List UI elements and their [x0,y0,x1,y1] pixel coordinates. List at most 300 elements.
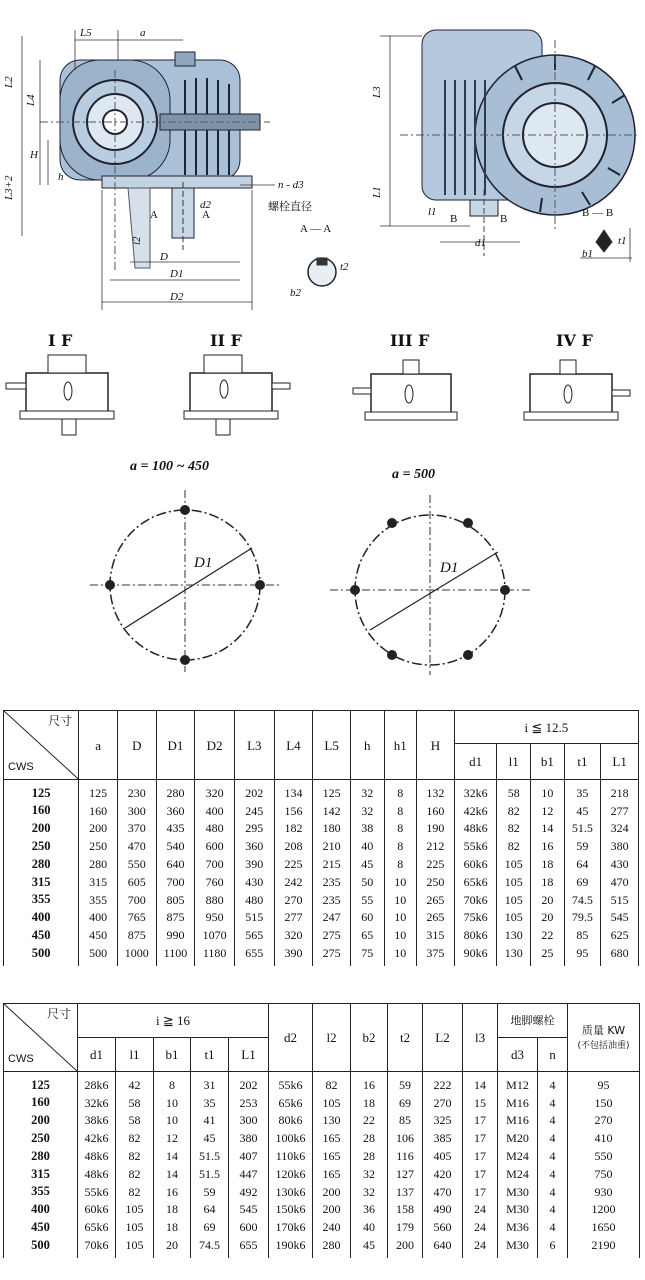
table1-model-cell: 280 [4,855,79,873]
table2-cell: 42k6 [78,1129,116,1147]
table2-cell: M24 [498,1147,538,1165]
table1-cell: 400 [195,802,235,820]
section-B-B-label: B — B [582,207,614,219]
table1-model-cell: 400 [4,909,79,927]
table2-cell: 42 [116,1072,154,1094]
dimension-table-2 [3,1003,640,1258]
table2-cell: 59 [191,1183,229,1201]
table2-cell: 4 [538,1201,568,1219]
table2-header: L2 [423,1004,463,1072]
table1-cell: 880 [195,891,235,909]
table1-model-cell: 160 [4,802,79,820]
table1-row [4,780,639,802]
table2-cell: M30 [498,1201,538,1219]
table1-cell: 515 [234,909,274,927]
table2-model-cell: 500 [4,1236,78,1258]
table1-cell: 18 [531,855,565,873]
table2-cell: 14 [154,1165,191,1183]
dim-h: h [58,171,64,183]
table1-model-cell: 500 [4,944,79,966]
table2-cell: 95 [568,1072,640,1094]
table1-model-cell: 355 [4,891,79,909]
table2-cell: 16 [154,1183,191,1201]
table2-row [4,1129,640,1147]
table1-cell: 760 [195,873,235,891]
table1-row [4,891,639,909]
table1-cell: 132 [417,780,455,802]
table2-cell: 170k6 [269,1218,313,1236]
table2-row [4,1072,640,1094]
table1-cell: 105 [497,891,531,909]
section-mark-B-right: B [500,213,508,225]
table2-cell: 560 [423,1218,463,1236]
table2-cell: 58 [116,1112,154,1130]
table2-cell: 240 [313,1218,351,1236]
table1-cell: 215 [313,855,351,873]
table2-cell: 28k6 [78,1072,116,1094]
table1-cell: 280 [79,855,118,873]
table2-cell: 17 [463,1183,498,1201]
table2-cell: 179 [388,1218,423,1236]
table1-cell: 125 [313,780,351,802]
mass-note: (不包括油重) [577,1040,630,1051]
table1-model-cell: 250 [4,837,79,855]
table1-cell: 1180 [195,944,235,966]
table1-header: h1 [384,711,417,780]
dimension-table-1 [3,710,639,966]
table1-cell: 212 [417,837,455,855]
variant-IF [6,355,114,435]
table2-cell: 70k6 [78,1236,116,1258]
table2-cell: 470 [423,1183,463,1201]
right-main-view [371,30,640,262]
table2-cell: 280 [313,1236,351,1258]
table1-row [4,802,639,820]
table2-header: l2 [313,1004,351,1072]
table2-cell: 4 [538,1129,568,1147]
table2-cell: 24 [463,1218,498,1236]
table1-cell: 8 [384,780,417,802]
table1-cell: 277 [274,909,313,927]
dim-L1: L1 [371,186,383,198]
table2-cell: 1650 [568,1218,640,1236]
table1-cell: 190 [417,820,455,838]
table2-model-cell: 315 [4,1165,78,1183]
table1-cell: 48k6 [454,820,497,838]
table1-header: L4 [274,711,313,780]
table2-cell: M20 [498,1129,538,1147]
table1-cell: 247 [313,909,351,927]
table2-cell: 8 [154,1072,191,1094]
table1-cell: 10 [384,873,417,891]
table2-cell: 110k6 [269,1147,313,1165]
table1-cell: 32 [350,802,384,820]
table2-cell: 405 [423,1147,463,1165]
table1-cell: 8 [384,855,417,873]
table1-cell: 470 [117,837,156,855]
table1-cell: 277 [601,802,639,820]
table2-cell: 32 [351,1165,388,1183]
table2-cell: 200 [313,1201,351,1219]
variant-label-IIIF: III F [390,331,430,350]
table2-cell: 48k6 [78,1165,116,1183]
table1-cell: 875 [156,909,195,927]
table1-cell: 25 [531,944,565,966]
table2-subheader: d1 [78,1038,116,1072]
table1-model-cell: 200 [4,820,79,838]
table1-cell: 50 [350,873,384,891]
table1-cell: 70k6 [454,891,497,909]
table1-cell: 134 [274,780,313,802]
table1-cell: 90k6 [454,944,497,966]
table2-header: b2 [351,1004,388,1072]
table2-cell: 655 [229,1236,269,1258]
table2-cell: 202 [229,1072,269,1094]
table2-cell: 270 [423,1094,463,1112]
table2-model-cell: 355 [4,1183,78,1201]
table1-cell: 60k6 [454,855,497,873]
table1-cell: 950 [195,909,235,927]
circle-label-2: a = 500 [392,467,435,482]
table1-cell: 245 [234,802,274,820]
table2-cell: 17 [463,1112,498,1130]
table2-cell: 410 [568,1129,640,1147]
dim-D: D [160,251,168,263]
table2-bolt-header: n [538,1038,568,1072]
table2-cell: 4 [538,1218,568,1236]
table1-row [4,873,639,891]
table2-cell: 300 [229,1112,269,1130]
table2-cell: 45 [351,1236,388,1258]
table2-cell: 165 [313,1147,351,1165]
table1-cell: 82 [497,820,531,838]
dim-L5: L5 [80,27,92,39]
table2-cell: 55k6 [269,1072,313,1094]
table1-cell: 45 [564,802,601,820]
dim-L3-2: L3+2 [3,175,15,200]
table1-cell: 208 [274,837,313,855]
table1-cell: 480 [234,891,274,909]
table1-cell: 210 [313,837,351,855]
table1-cell: 315 [79,873,118,891]
table1-cell: 1100 [156,944,195,966]
table2-subheader: t1 [191,1038,229,1072]
table1-cell: 265 [417,891,455,909]
table2-cell: 137 [388,1183,423,1201]
table1-cell: 38 [350,820,384,838]
table2-row [4,1236,640,1258]
table2-cell: 253 [229,1094,269,1112]
table2-cell: 106 [388,1129,423,1147]
mass-label: 质量 KW [581,1023,626,1037]
table2-header: d2 [269,1004,313,1072]
table1-cell: 55k6 [454,837,497,855]
table1-row [4,944,639,966]
table1-cell: 430 [234,873,274,891]
dim-H: H [30,149,38,161]
table2-corner-bottom: CWS [8,1053,34,1065]
table1-subheader: d1 [454,744,497,780]
table1-cell: 275 [313,944,351,966]
table1-cell: 700 [156,873,195,891]
table2-cell: 64 [191,1201,229,1219]
table2-cell: 48k6 [78,1147,116,1165]
dim-l2: l2 [131,236,143,245]
table2-cell: 14 [463,1072,498,1094]
table1-subheader: b1 [531,744,565,780]
dim-b1: b1 [582,248,593,260]
table1-cell: 130 [497,944,531,966]
table2-cell: 80k6 [269,1112,313,1130]
table1-header: H [417,711,455,780]
table1-cell: 275 [313,926,351,944]
table1-cell: 200 [79,820,118,838]
table2-cell: 105 [116,1201,154,1219]
table1-cell: 130 [497,926,531,944]
table2-subheader: l1 [116,1038,154,1072]
table2-cell: 38k6 [78,1112,116,1130]
table1-cell: 10 [384,909,417,927]
table1-cell: 8 [384,837,417,855]
table2-cell: 4 [538,1183,568,1201]
table2-cell: 420 [423,1165,463,1183]
table1-cell: 82 [497,837,531,855]
table2-cell: 18 [351,1094,388,1112]
table1-subheader: t1 [564,744,601,780]
bolt-circle-a500 [330,467,530,675]
table1-cell: 235 [313,891,351,909]
table2-cell: 200 [313,1183,351,1201]
table2-cell: 82 [116,1129,154,1147]
table1-cell: 32 [350,780,384,802]
table2-cell: 36 [351,1201,388,1219]
table2-cell: M30 [498,1236,538,1258]
dim-a: a [140,27,146,39]
table2-cell: 18 [154,1201,191,1219]
table2-cell: 200 [388,1236,423,1258]
table1-cell: 60 [350,909,384,927]
table1-cell: 390 [274,944,313,966]
table1-cell: 875 [117,926,156,944]
table1-cell: 324 [601,820,639,838]
table1-corner-top: 尺寸 [48,714,73,728]
table2-cell: 12 [154,1129,191,1147]
circle-label-1: a = 100 ~ 450 [130,459,209,474]
circle-dim-1: D1 [194,555,213,571]
table2-cell: 28 [351,1129,388,1147]
table1-cell: 58 [497,780,531,802]
table2-cell: 60k6 [78,1201,116,1219]
table1-cell: 700 [195,855,235,873]
table2-cell: 35 [191,1094,229,1112]
table1-row [4,926,639,944]
table2-cell: 105 [116,1218,154,1236]
table1-cell: 280 [156,780,195,802]
table2-cell: M12 [498,1072,538,1094]
table1-cell: 10 [384,891,417,909]
table2-cell: 325 [423,1112,463,1130]
table1-cell: 85 [564,926,601,944]
table1-cell: 515 [601,891,639,909]
table1-cell: 20 [531,891,565,909]
table1-cell: 605 [117,873,156,891]
table1-group-header: i ≦ 12.5 [454,711,638,744]
table2-cell: 65k6 [269,1094,313,1112]
bolt-diameter-label: 螺栓直径 [268,200,312,213]
table2-cell: 100k6 [269,1129,313,1147]
table2-cell: 10 [154,1094,191,1112]
table2-cell: 490 [423,1201,463,1219]
table1-cell: 80k6 [454,926,497,944]
table1-cell: 22 [531,926,565,944]
table2-cell: M36 [498,1218,538,1236]
table1-header: D1 [156,711,195,780]
table2-cell: 22 [351,1112,388,1130]
bolt-circle-a100-450 [90,459,282,672]
dim-D2: D2 [170,291,184,303]
table1-cell: 320 [195,780,235,802]
table1-cell: 360 [234,837,274,855]
table2-model-cell: 250 [4,1129,78,1147]
table1-cell: 270 [274,891,313,909]
dim-d1: d1 [475,237,486,249]
table2-cell: 40 [351,1218,388,1236]
table2-cell: 18 [154,1218,191,1236]
table2-cell: 150 [568,1094,640,1112]
table1-cell: 64 [564,855,601,873]
table2-cell: 545 [229,1201,269,1219]
table1-cell: 390 [234,855,274,873]
table1-cell: 8 [384,802,417,820]
dim-t1: t1 [618,235,627,247]
table2-cell: 222 [423,1072,463,1094]
table2-cell: 492 [229,1183,269,1201]
table1-cell: 82 [497,802,531,820]
circle-dim-2: D1 [440,560,459,576]
table1-header: D [117,711,156,780]
table2-model-cell: 200 [4,1112,78,1130]
table2-header: l3 [463,1004,498,1072]
table1-header: L3 [234,711,274,780]
variant-label-IVF: IV F [556,331,593,350]
table2-cell: 82 [116,1165,154,1183]
table2-cell: 4 [538,1072,568,1094]
table2-cell: 1200 [568,1201,640,1219]
table1-cell: 470 [601,873,639,891]
table1-cell: 12 [531,802,565,820]
dim-t2: t2 [340,261,349,273]
table2-cell: 14 [154,1147,191,1165]
table2-cell: 4 [538,1094,568,1112]
table2-corner-top: 尺寸 [46,1007,71,1021]
table2-bolt-header: d3 [498,1038,538,1072]
table1-cell: 69 [564,873,601,891]
table1-cell: 182 [274,820,313,838]
table1-row [4,855,639,873]
table2-cell: M16 [498,1112,538,1130]
table2-cell: 130k6 [269,1183,313,1201]
table1-header: L5 [313,711,351,780]
table2-row [4,1201,640,1219]
table2-cell: 45 [191,1129,229,1147]
table1-subheader: L1 [601,744,639,780]
table1-cell: 32k6 [454,780,497,802]
table1-subheader: l1 [497,744,531,780]
table1-corner-bottom: CWS [8,761,34,773]
table2-cell: 85 [388,1112,423,1130]
table2-cell: 105 [116,1236,154,1258]
table1-cell: 14 [531,820,565,838]
table2-cell: 69 [388,1094,423,1112]
table2-row [4,1094,640,1112]
table1-row [4,837,639,855]
table2-cell: 51.5 [191,1147,229,1165]
table1-cell: 625 [601,926,639,944]
table1-cell: 202 [234,780,274,802]
table2-cell: 2190 [568,1236,640,1258]
table1-cell: 600 [195,837,235,855]
table1-cell: 59 [564,837,601,855]
table1-cell: 10 [384,944,417,966]
table1-cell: 1000 [117,944,156,966]
table2-cell: 15 [463,1094,498,1112]
table1-cell: 75k6 [454,909,497,927]
table2-subheader: L1 [229,1038,269,1072]
section-B-B-shape [596,230,612,252]
variant-IIIF [353,360,457,420]
variant-IVF [524,360,630,420]
table2-row [4,1183,640,1201]
table2-group-header: i ≧ 16 [78,1004,269,1038]
table2-cell: 150k6 [269,1201,313,1219]
table1-cell: 990 [156,926,195,944]
table2-cell: 17 [463,1129,498,1147]
table2-cell: 116 [388,1147,423,1165]
dim-L3: L3 [371,86,383,98]
table2-cell: 105 [313,1094,351,1112]
table1-cell: 1070 [195,926,235,944]
table1-cell: 10 [531,780,565,802]
dim-n-d3: n - d3 [278,179,304,191]
table2-model-cell: 125 [4,1072,78,1094]
table1-cell: 79.5 [564,909,601,927]
table1-cell: 160 [417,802,455,820]
table1-cell: 565 [234,926,274,944]
table1-model-cell: 125 [4,780,79,802]
table2-cell: 127 [388,1165,423,1183]
table2-row [4,1112,640,1130]
table2-cell: 17 [463,1165,498,1183]
table2-cell: 4 [538,1147,568,1165]
table1-cell: 51.5 [564,820,601,838]
table2-corner-cell [4,1004,78,1072]
table2-cell: 82 [116,1147,154,1165]
table2-mass-header [568,1004,640,1072]
table1-cell: 640 [156,855,195,873]
table1-row [4,909,639,927]
section-mark-B-left: B [450,213,458,225]
table1-cell: 355 [79,891,118,909]
table1-cell: 680 [601,944,639,966]
dim-d2: d2 [200,199,211,211]
left-main-view [3,27,349,310]
table1-cell: 65k6 [454,873,497,891]
table2-cell: 550 [568,1147,640,1165]
table1-cell: 16 [531,837,565,855]
table2-cell: M24 [498,1165,538,1183]
assembly-variants [6,331,630,435]
table2-cell: 158 [388,1201,423,1219]
